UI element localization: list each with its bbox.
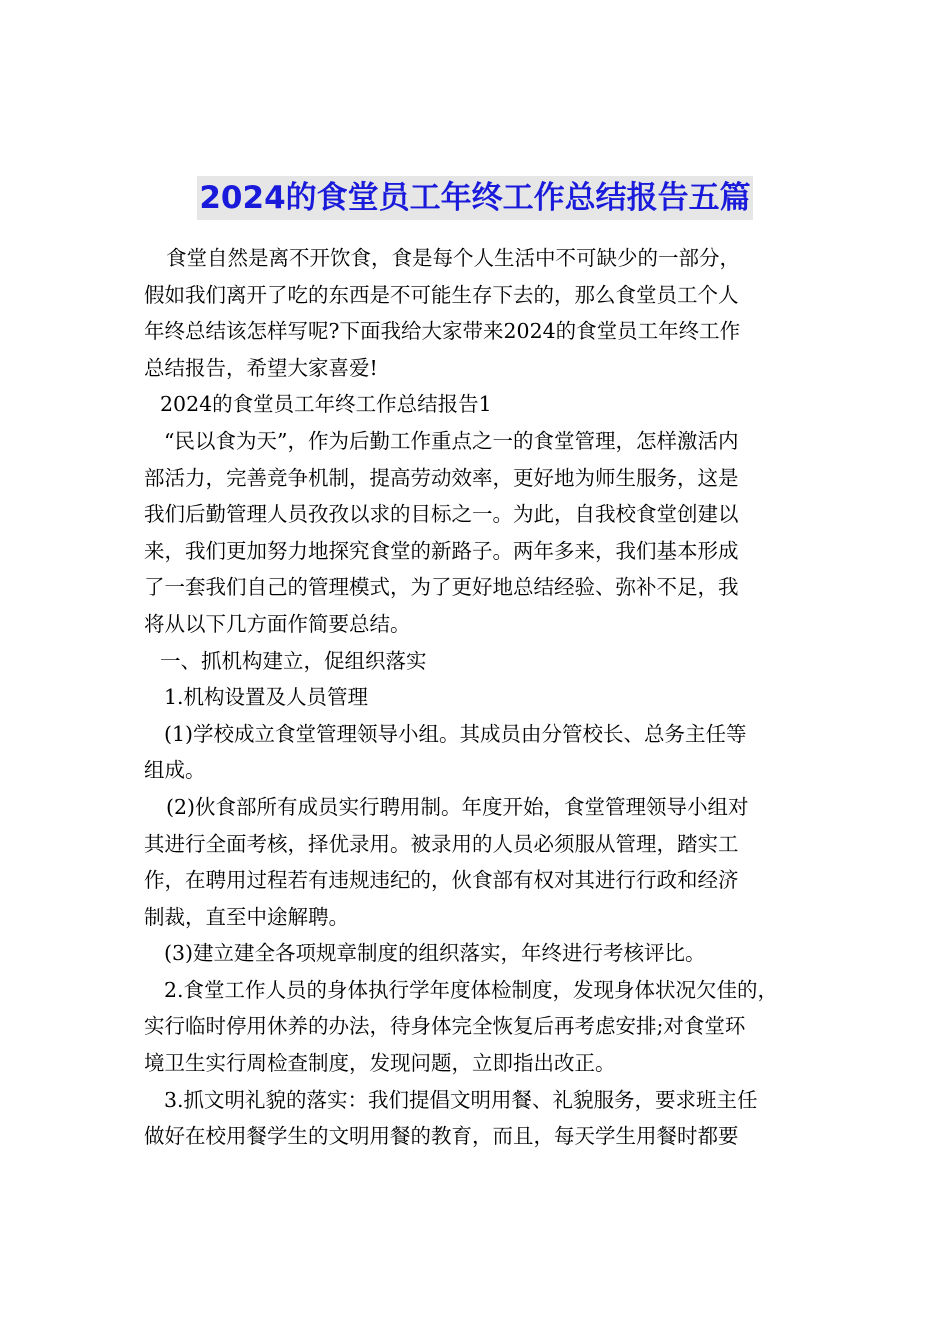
text-line: 实行临时停用休养的办法，待身体完全恢复后再考虑安排;对食堂环 <box>144 1014 746 1039</box>
item-1-heading <box>144 679 834 716</box>
text-line: 将从以下几方面作简要总结。 <box>144 611 411 636</box>
document-body <box>144 240 834 1155</box>
document-title: 2024的食堂员工年终工作总结报告五篇 <box>197 176 752 220</box>
title-area <box>0 176 950 220</box>
text-line: (3)建立建全各项规章制度的组织落实，年终进行考核评比。 <box>164 941 706 966</box>
text-line: (1)学校成立食堂管理领导小组。其成员由分管校长、总务主任等 <box>164 721 747 746</box>
text-line: 了一套我们自己的管理模式，为了更好地总结经验、弥补不足，我 <box>144 575 739 600</box>
text-line: 食堂自然是离不开饮食，食是每个人生活中不可缺少的一部分， <box>166 246 740 270</box>
item-1-1 <box>144 716 834 789</box>
intro-paragraph <box>144 240 834 386</box>
item-1-2 <box>144 789 834 935</box>
item-1-3 <box>144 935 834 972</box>
text-line: “民以食为天”，作为后勤工作重点之一的食堂管理，怎样激活内 <box>164 428 739 453</box>
paragraph-1 <box>144 423 834 643</box>
text-line: 一、抓机构建立，促组织落实 <box>160 648 427 673</box>
report1-heading <box>144 386 834 423</box>
text-line: 境卫生实行周检查制度，发现问题，立即指出改正。 <box>144 1051 616 1076</box>
text-line: 做好在校用餐学生的文明用餐的教育，而且，每天学生用餐时都要 <box>144 1124 739 1149</box>
text-line: 制裁，直至中途解聘。 <box>144 904 349 929</box>
text-line: 2024的食堂员工年终工作总结报告1 <box>160 392 492 417</box>
text-line: 组成。 <box>144 758 206 783</box>
text-line: 其进行全面考核，择优录用。被录用的人员必须服从管理，踏实工 <box>144 831 739 856</box>
text-line: 年终总结该怎样写呢?下面我给大家带来2024的食堂员工年终工作 <box>144 319 741 344</box>
text-line: 1.机构设置及人员管理 <box>164 685 369 710</box>
text-line: 作，在聘用过程若有违规违纪的，伙食部有权对其进行行政和经济 <box>144 868 739 893</box>
text-line: 2.食堂工作人员的身体执行学年度体检制度，发现身体状况欠佳的， <box>164 977 779 1002</box>
text-line: 来，我们更加努力地探究食堂的新路子。两年多来，我们基本形成 <box>144 538 739 563</box>
text-line: 总结报告，希望大家喜爱! <box>144 355 378 380</box>
text-line: 3.抓文明礼貌的落实：我们提倡文明用餐、礼貌服务，要求班主任 <box>164 1087 758 1112</box>
text-line: 我们后勤管理人员孜孜以求的目标之一。为此，自我校食堂创建以 <box>144 502 739 527</box>
text-line: (2)伙食部所有成员实行聘用制。年度开始，食堂管理领导小组对 <box>166 794 749 819</box>
section-1-heading <box>144 643 834 680</box>
item-3 <box>144 1082 834 1155</box>
text-line: 部活力，完善竞争机制，提高劳动效率，更好地为师生服务，这是 <box>144 465 739 490</box>
item-2 <box>144 972 834 1082</box>
text-line: 假如我们离开了吃的东西是不可能生存下去的，那么食堂员工个人 <box>144 282 739 307</box>
